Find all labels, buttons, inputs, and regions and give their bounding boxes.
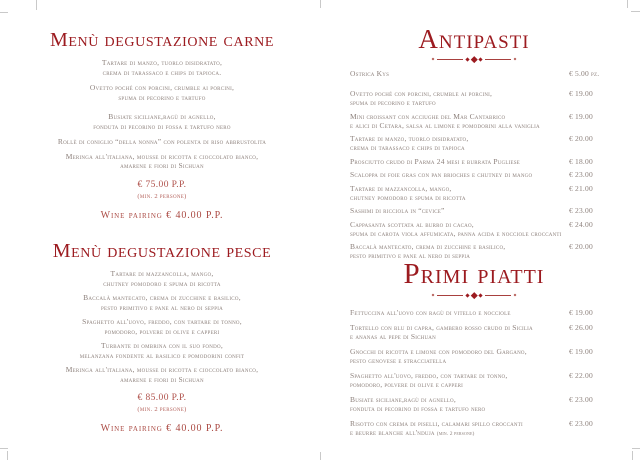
item-price: € 23.00	[569, 206, 593, 215]
item-price: € 20.00	[569, 134, 593, 143]
pesce-items	[12, 269, 312, 384]
menu-item-row: Prosciutto crudo di Parma 24 mesi e burrata Pugliese € 18.00	[350, 157, 626, 166]
ornament-diamond-icon	[479, 57, 483, 61]
item-price: € 22.00	[569, 371, 593, 380]
min-persons-note: (min. 2 persone)	[137, 406, 187, 413]
ornament-line	[485, 295, 511, 296]
ornament-diamond-icon	[465, 57, 469, 61]
item-price: € 24.00	[569, 219, 593, 229]
ornament-divider	[320, 292, 628, 298]
primi-piatti-list	[350, 308, 626, 439]
item-price: € 5.00 pz.	[569, 69, 600, 78]
menu-item: Meringa all'italiana, mousse di ricotta e cioccolato bianco, amarene e fiori di Sichuan	[65, 151, 259, 170]
menu-price: € 75.00 P.P.	[137, 179, 187, 190]
menu-item: Ovetto poché con porcini, crumble ai porcini, spuma di pecorino e tartufo	[89, 83, 235, 102]
min-persons-note: (min. 2 persone)	[436, 431, 475, 437]
section-title-primi-piatti: Primi piatti	[403, 258, 545, 290]
menu-item-row: Mini croissant con acciughe del Mar Cantabrico e alici di Cetara, salsa al limone e pomodorini alla vaniglia € 19.00	[350, 112, 626, 130]
item-price: € 18.00	[569, 156, 593, 166]
item-price: € 21.00	[569, 183, 593, 193]
menu-item: Spaghetto all'uovo, freddo, con tartare di tonno, pomodoro, polvere di olive e capperi	[82, 317, 242, 336]
carne-items	[12, 58, 312, 171]
item-price: € 26.00	[569, 323, 593, 332]
section-antipasti	[320, 24, 640, 265]
menu-price: € 85.00 P.P.	[137, 393, 187, 403]
antipasti-list	[350, 69, 626, 260]
section-title-carne: Menù degustazione carne	[50, 29, 274, 51]
section-title-antipasti: Antipasti	[418, 24, 530, 54]
item-price: € 19.00	[569, 347, 593, 356]
menu-item-row: Ostrica Kys € 5.00 pz.	[350, 69, 626, 78]
item-price: € 19.00	[569, 111, 593, 121]
ornament-diamond-icon	[514, 294, 517, 297]
ornament-diamond-icon	[514, 58, 517, 61]
menu-item-row: Scaloppa di foie gras con pan brioches e chutney di mango € 23.00	[350, 170, 626, 179]
menu-item: Tartare di mazzancolla, mango, chutney pomodoro e spuma di ricotta	[103, 269, 221, 288]
menu-item: Meringa all'italiana, mousse di ricotta e cioccolato bianco, amarene e fiori di Sichuan	[65, 365, 259, 384]
menu-item: Turbante di ombrina con il suo fondo, melanzana fondente al basilico e pomodorini confit	[79, 341, 245, 360]
ornament-diamond-icon	[471, 292, 477, 298]
ornament-diamond-icon	[431, 294, 434, 297]
menu-item-row: Ovetto poché con porcini, crumble ai porcini, spuma di pecorino e tartufo € 19.00	[350, 89, 626, 107]
menu-item-row: Baccalà mantecato, crema di zucchine e basilico, pesto primitivo e pane al nero di seppia € 20.00	[350, 242, 626, 260]
ornament-diamond-icon	[471, 56, 477, 62]
menu-item: Tartare di manzo, tuorlo disidratato, crema di tarassaco e chips di tapioca.	[101, 58, 223, 77]
ornament-divider	[320, 56, 628, 62]
item-price: € 23.00	[569, 419, 593, 428]
menu-item: Baccalà mantecato, crema di zucchine e basilico, pesto primitivo e pane al nero di seppia	[83, 293, 241, 312]
item-price: € 23.00	[569, 395, 593, 404]
item-price: € 19.00	[569, 308, 593, 317]
wine-pairing: Wine pairing € 40.00 P.P.	[100, 423, 224, 434]
menu-item-row: Fettuccina all'uovo con ragù di vitello e nocciole € 19.00	[350, 308, 626, 317]
wine-pairing: Wine pairing € 40.00 P.P.	[100, 209, 224, 221]
section-menu-degustazione-carne	[12, 29, 312, 222]
menu-item-row: Gnocchi di ricotta e limone con pomodoro del Gargano, pesto genovese e stracciatella € 19.00	[350, 347, 626, 365]
section-primi-piatti	[320, 258, 640, 445]
item-price: € 20.00	[569, 242, 593, 251]
min-persons-note: (min. 2 persone)	[137, 192, 187, 200]
ornament-diamond-icon	[431, 58, 434, 61]
menu-item-row: Spaghetto all'uovo, freddo, con tartare di tonno, pomodoro, polvere di olive e capperi € 22.00	[350, 371, 626, 389]
ornament-line	[485, 59, 511, 60]
menu-item-row: Tartare di mazzancolla, mango, chutney pomodoro e spuma di ricotta € 21.00	[350, 184, 626, 202]
section-menu-degustazione-pesce	[12, 240, 312, 435]
ornament-line	[437, 59, 463, 60]
menu-item: Busiate siciliane,ragù di agnello, fonduta di pecorino di fossa e tartufo nero	[93, 112, 231, 131]
item-price: € 23.00	[569, 170, 593, 179]
menu-item-row: Tartare di manzo, tuorlo disidratato, crema di tarassaco e chips di tapioca € 20.00	[350, 134, 626, 152]
menu-item-row: Busiate siciliane,ragù di agnello, fonduta di pecorino di fossa e tartufo nero € 23.00	[350, 395, 626, 413]
ornament-diamond-icon	[479, 293, 483, 297]
ornament-diamond-icon	[465, 293, 469, 297]
menu-item-row: Tortello con blu di capra, gambero rosso crudo di Sicilia e ananas al pepe di Sichuan € 26.00	[350, 323, 626, 341]
menu-item: Rollè di coniglio “della nonna” con polenta di riso abbrustolita	[57, 137, 267, 146]
menu-item-row: Cappasanta scottata al burro di cacao, spuma di carota viola affumicata, panna acida e nocciole croccanti € 24.00	[350, 220, 626, 238]
menu-item-row: Risotto con crema di piselli, calamari spillo croccanti e beurre blanche all'nduja (min. 2 persone) € 23.00	[350, 419, 626, 439]
item-price: € 19.00	[569, 89, 593, 98]
ornament-line	[437, 295, 463, 296]
page-right	[320, 0, 640, 460]
menu-item-row: Sashimi di ricciola in “cevice” € 23.00	[350, 206, 626, 215]
section-title-pesce: Menù degustazione pesce	[52, 240, 272, 262]
